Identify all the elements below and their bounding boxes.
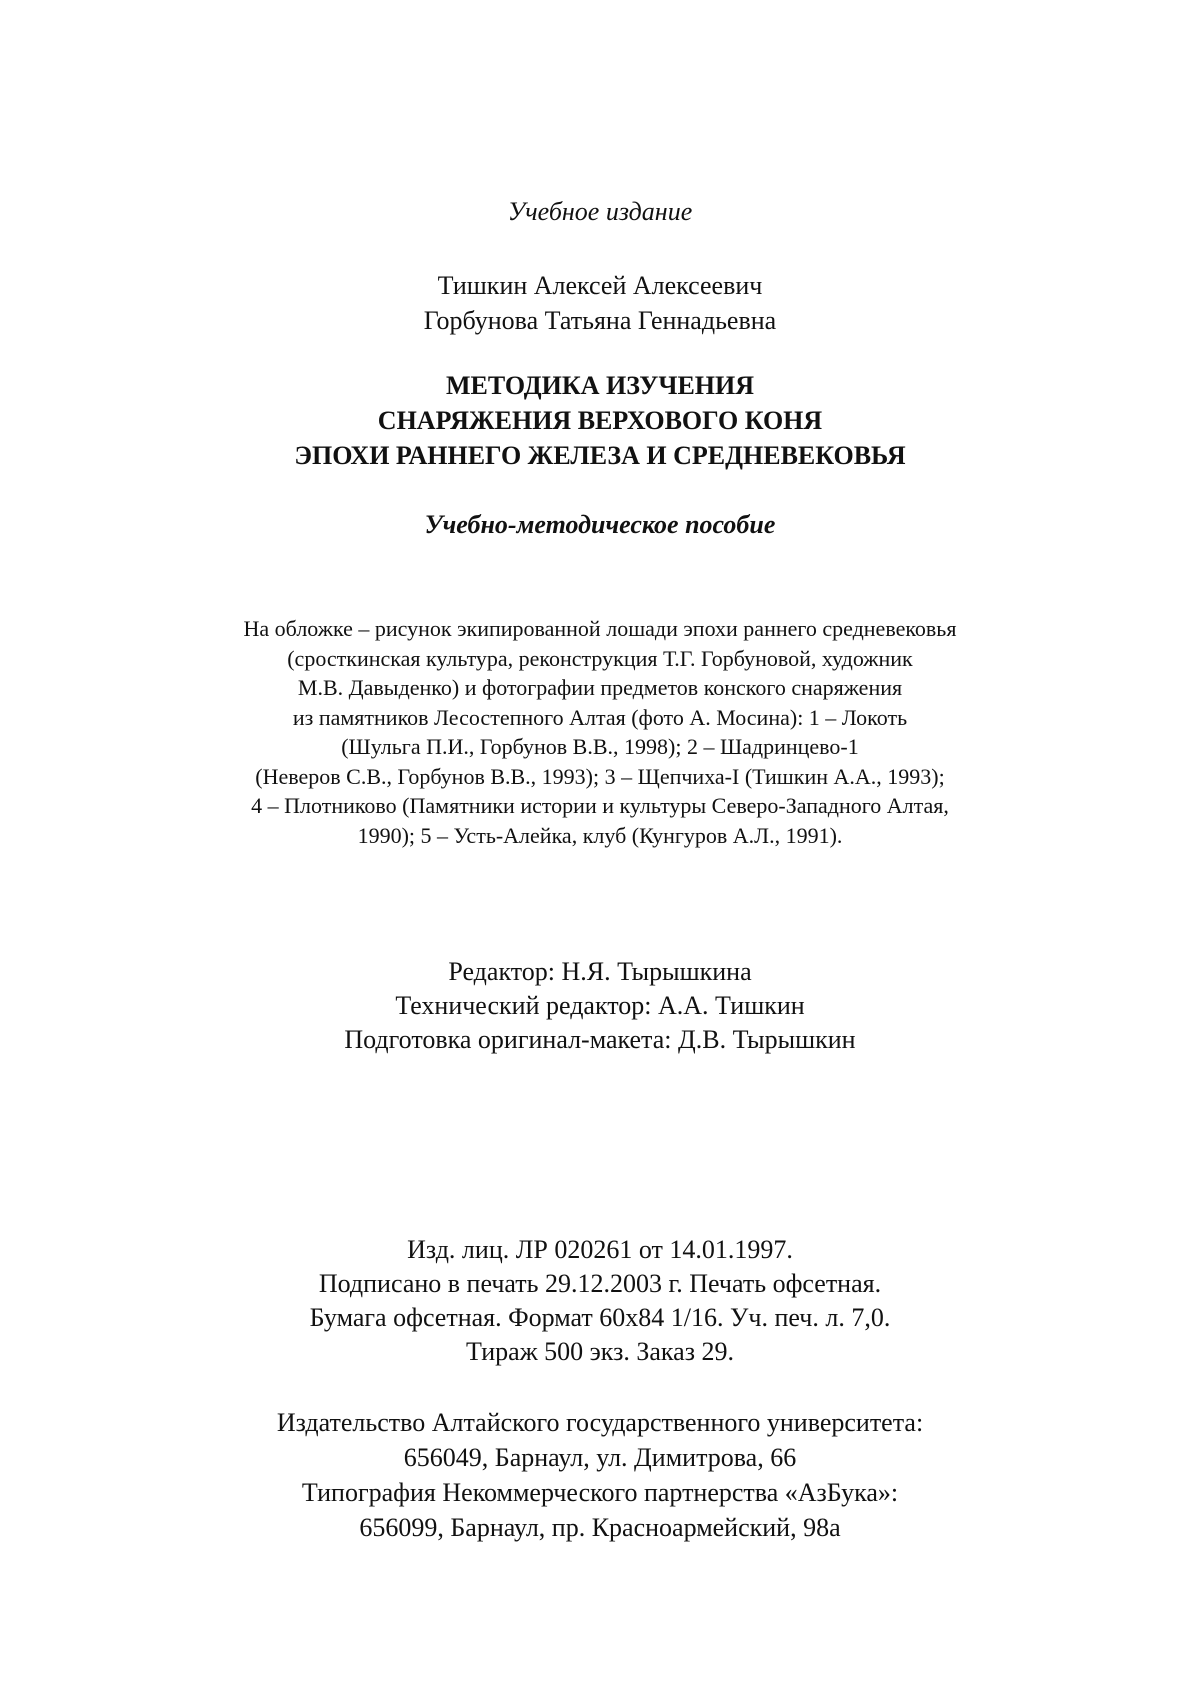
editorial-credits	[0, 955, 1200, 1057]
cover-note-line: 4 – Плотниково (Памятники истории и культуры Северо-Западного Алтая,	[251, 793, 949, 818]
author-name: Горбунова Татьяна Геннадьевна	[423, 306, 777, 335]
edition-type-label: Учебное издание	[507, 197, 693, 226]
book-title-line: МЕТОДИКА ИЗУЧЕНИЯ	[445, 371, 755, 400]
book-subtitle-text: Учебно-методическое пособие	[424, 510, 776, 539]
authors	[0, 268, 1200, 338]
paper-format-line: Бумага офсетная. Формат 60x84 1/16. Уч. печ. л. 7,0.	[309, 1303, 891, 1332]
printing-details	[0, 1233, 1200, 1369]
printer-address: 656099, Барнаул, пр. Красноармейский, 98а	[359, 1513, 841, 1542]
cover-note-line: (Неверов С.В., Горбунов В.В., 1993); 3 – Щепчиха-I (Тишкин А.А., 1993);	[255, 763, 945, 789]
printer-name: Типография Некоммерческого партнерства «АзБука»:	[301, 1478, 899, 1507]
cover-note-line: На обложке – рисунок экипированной лошади эпохи раннего средневековья	[243, 616, 957, 641]
cover-note-line: (Шульга П.И., Горбунов В.В., 1998); 2 – Шадринцево-1	[341, 734, 859, 759]
book-title	[0, 368, 1200, 473]
cover-note-line: из памятников Лесостепного Алтая (фото А. Мосина): 1 – Локоть	[292, 704, 908, 730]
editor-credit: Редактор: Н.Я. Тырышкина	[448, 957, 752, 986]
author-name: Тишкин Алексей Алексеевич	[437, 271, 763, 300]
print-run-line: Тираж 500 экз. Заказ 29.	[466, 1337, 734, 1366]
publisher-name: Издательство Алтайского государственного университета:	[276, 1408, 924, 1437]
edition-type	[0, 197, 1200, 227]
cover-note-line: М.В. Давыденко) и фотографии предметов конского снаряжения	[297, 675, 903, 700]
technical-editor-credit: Технический редактор: А.А. Тишкин	[395, 991, 805, 1020]
signed-to-print-line: Подписано в печать 29.12.2003 г. Печать офсетная.	[318, 1269, 882, 1298]
cover-note-line: (сросткинская культура, реконструкция Т.Г. Горбуновой, художник	[287, 645, 913, 671]
license-line: Изд. лиц. ЛР 020261 от 14.01.1997.	[407, 1235, 793, 1264]
cover-note-line: 1990); 5 – Усть-Алейка, клуб (Кунгуров А.Л., 1991).	[357, 822, 843, 848]
publisher-info	[0, 1405, 1200, 1545]
book-title-line: СНАРЯЖЕНИЯ ВЕРХОВОГО КОНЯ	[377, 406, 823, 435]
publisher-address: 656049, Барнаул, ул. Димитрова, 66	[403, 1443, 797, 1472]
layout-credit: Подготовка оригинал-макета: Д.В. Тырышкин	[344, 1025, 856, 1054]
book-title-line: ЭПОХИ РАННЕГО ЖЕЛЕЗА И СРЕДНЕВЕКОВЬЯ	[294, 441, 906, 470]
book-subtitle	[0, 510, 1200, 540]
cover-note	[0, 614, 1200, 850]
